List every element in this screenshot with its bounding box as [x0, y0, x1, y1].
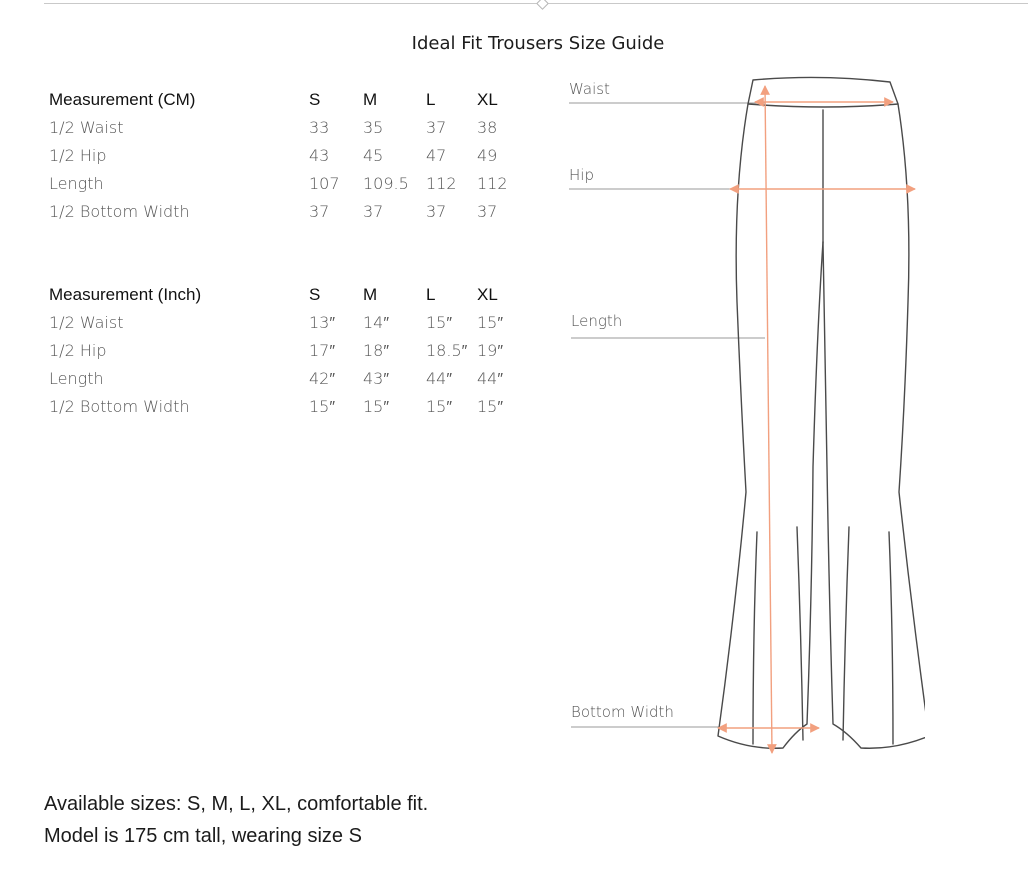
- cell-l: 37: [426, 118, 447, 137]
- right-flare-seam-outer: [889, 532, 893, 744]
- trousers-illustration: [565, 72, 925, 772]
- header-size-l: L: [426, 90, 436, 109]
- left-flare-seam-inner: [797, 527, 803, 740]
- left-flare-seam-outer: [753, 532, 757, 744]
- header-size-xl: XL: [477, 285, 498, 304]
- cell-m: 37: [363, 202, 384, 221]
- model-size-note: Model is 175 cm tall, wearing size S: [44, 825, 362, 847]
- header-size-s: S: [309, 285, 321, 304]
- right-flare-seam-inner: [843, 527, 849, 740]
- cell-xl: 15″: [477, 397, 504, 416]
- header-size-m: M: [363, 90, 378, 109]
- cell-s: 42″: [309, 369, 336, 388]
- cell-s: 43: [309, 146, 330, 165]
- cell-l: 15″: [426, 397, 453, 416]
- header-size-l: L: [426, 285, 436, 304]
- row-label: 1/2 Bottom Width: [49, 202, 190, 221]
- cell-m: 43″: [363, 369, 390, 388]
- available-sizes-note: Available sizes: S, M, L, XL, comfortable fit.: [44, 793, 429, 815]
- cell-s: 37: [309, 202, 330, 221]
- header-measurement: Measurement (CM): [49, 90, 196, 109]
- hip-label: Hip: [569, 166, 594, 184]
- measurement-arrows: [718, 86, 915, 753]
- cell-l: 112: [426, 174, 457, 193]
- cell-m: 109.5: [363, 174, 409, 193]
- label-leader-lines: [569, 103, 765, 727]
- row-label: Length: [49, 174, 104, 193]
- row-label: Length: [49, 369, 104, 388]
- cell-s: 33: [309, 118, 330, 137]
- cell-xl: 38: [477, 118, 498, 137]
- divider-diamond-ornament: [536, 0, 549, 10]
- cell-m: 14″: [363, 313, 390, 332]
- cell-s: 13″: [309, 313, 336, 332]
- row-label: 1/2 Hip: [49, 146, 107, 165]
- cell-l: 44″: [426, 369, 453, 388]
- header-measurement: Measurement (Inch): [49, 285, 202, 304]
- cell-m: 18″: [363, 341, 390, 360]
- size-guide-title: Ideal Fit Trousers Size Guide: [411, 33, 665, 54]
- waist-label: Waist: [569, 80, 610, 98]
- header-size-m: M: [363, 285, 378, 304]
- cell-s: 107: [309, 174, 340, 193]
- bottom-width-label: Bottom Width: [571, 703, 674, 721]
- cell-s: 15″: [309, 397, 336, 416]
- size-notes: [44, 788, 428, 852]
- cell-xl: 15″: [477, 313, 504, 332]
- cell-xl: 19″: [477, 341, 504, 360]
- row-label: 1/2 Bottom Width: [49, 397, 190, 416]
- row-label: 1/2 Hip: [49, 341, 107, 360]
- length-label: Length: [571, 312, 623, 330]
- cell-l: 18.5″: [426, 341, 468, 360]
- header-size-xl: XL: [477, 90, 498, 109]
- cell-xl: 112: [477, 174, 508, 193]
- cell-s: 17″: [309, 341, 336, 360]
- right-leg-outline: [823, 104, 925, 748]
- cell-m: 15″: [363, 397, 390, 416]
- cell-xl: 37: [477, 202, 498, 221]
- cell-xl: 44″: [477, 369, 504, 388]
- row-label: 1/2 Waist: [49, 313, 124, 332]
- cell-xl: 49: [477, 146, 498, 165]
- cell-l: 47: [426, 146, 447, 165]
- trousers-outline: [718, 77, 925, 748]
- header-size-s: S: [309, 90, 321, 109]
- cell-l: 37: [426, 202, 447, 221]
- row-label: 1/2 Waist: [49, 118, 124, 137]
- trousers-measurement-diagram: [565, 72, 925, 772]
- length-arrow: [765, 86, 772, 753]
- cell-m: 45: [363, 146, 384, 165]
- cell-l: 15″: [426, 313, 453, 332]
- cell-m: 35: [363, 118, 384, 137]
